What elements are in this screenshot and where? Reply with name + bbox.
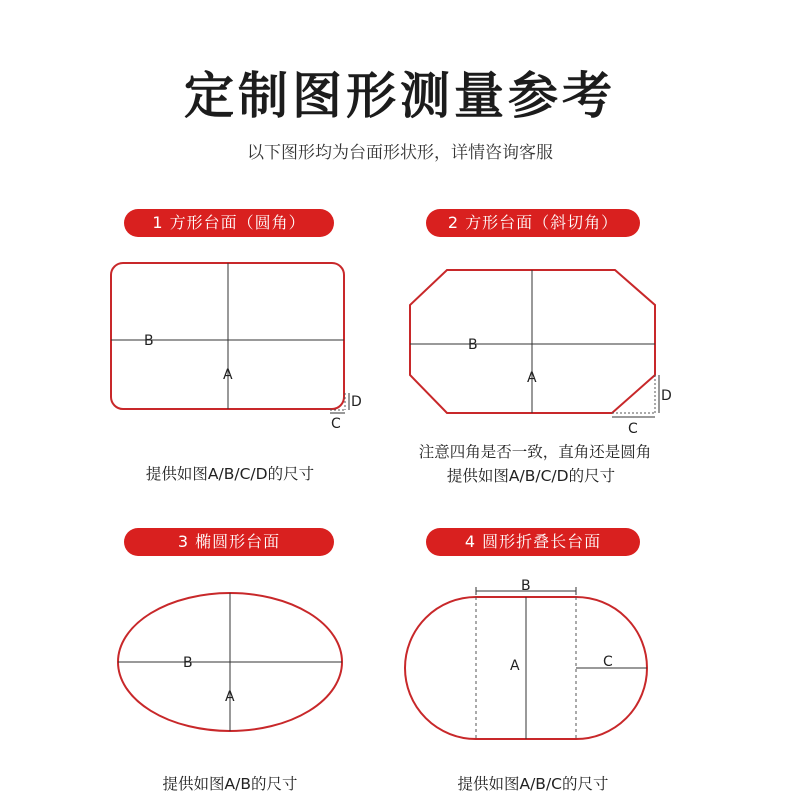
shape-1-caption: 提供如图A/B/C/D的尺寸 bbox=[145, 465, 315, 483]
shape-2-caption: 提供如图A/B/C/D的尺寸 bbox=[446, 467, 616, 485]
shape-2-dim-c: C bbox=[628, 421, 638, 437]
shape-4-caption: 提供如图A/B/C的尺寸 bbox=[457, 775, 609, 793]
shape-4-diagram bbox=[405, 578, 647, 739]
shape-4-dim-c: C bbox=[603, 654, 613, 670]
shape-3-diagram bbox=[118, 593, 342, 731]
shape-4-dim-a: A bbox=[510, 658, 520, 674]
shape-1-dim-a: A bbox=[223, 367, 233, 383]
shape-3-caption: 提供如图A/B的尺寸 bbox=[162, 775, 298, 793]
shape-1-label: 1 方形台面（圆角） bbox=[124, 209, 334, 237]
shape-4-dim-b: B bbox=[521, 578, 531, 594]
shape-2-dim-a: A bbox=[527, 370, 537, 386]
shape-3-dim-a: A bbox=[225, 689, 235, 705]
page-subtitle: 以下图形均为台面形状形，详情咨询客服 bbox=[247, 143, 553, 163]
shape-3-label: 3 椭圆形台面 bbox=[124, 528, 334, 556]
shape-2-dim-d: D bbox=[661, 388, 672, 404]
shape-2-dim-b: B bbox=[468, 337, 478, 353]
shape-2-note: 注意四角是否一致，直角还是圆角 bbox=[418, 443, 652, 461]
shape-1-dim-b: B bbox=[144, 333, 154, 349]
shape-2-label: 2 方形台面（斜切角） bbox=[426, 209, 640, 237]
page-title: 定制图形测量参考 bbox=[184, 67, 616, 125]
shape-1-diagram bbox=[111, 263, 362, 432]
shape-1-dim-c: C bbox=[331, 416, 341, 432]
shape-4-label: 4 圆形折叠长台面 bbox=[426, 528, 640, 556]
shape-1-dim-d: D bbox=[351, 394, 362, 410]
shape-3-dim-b: B bbox=[183, 655, 193, 671]
shape-2-diagram bbox=[410, 270, 672, 437]
